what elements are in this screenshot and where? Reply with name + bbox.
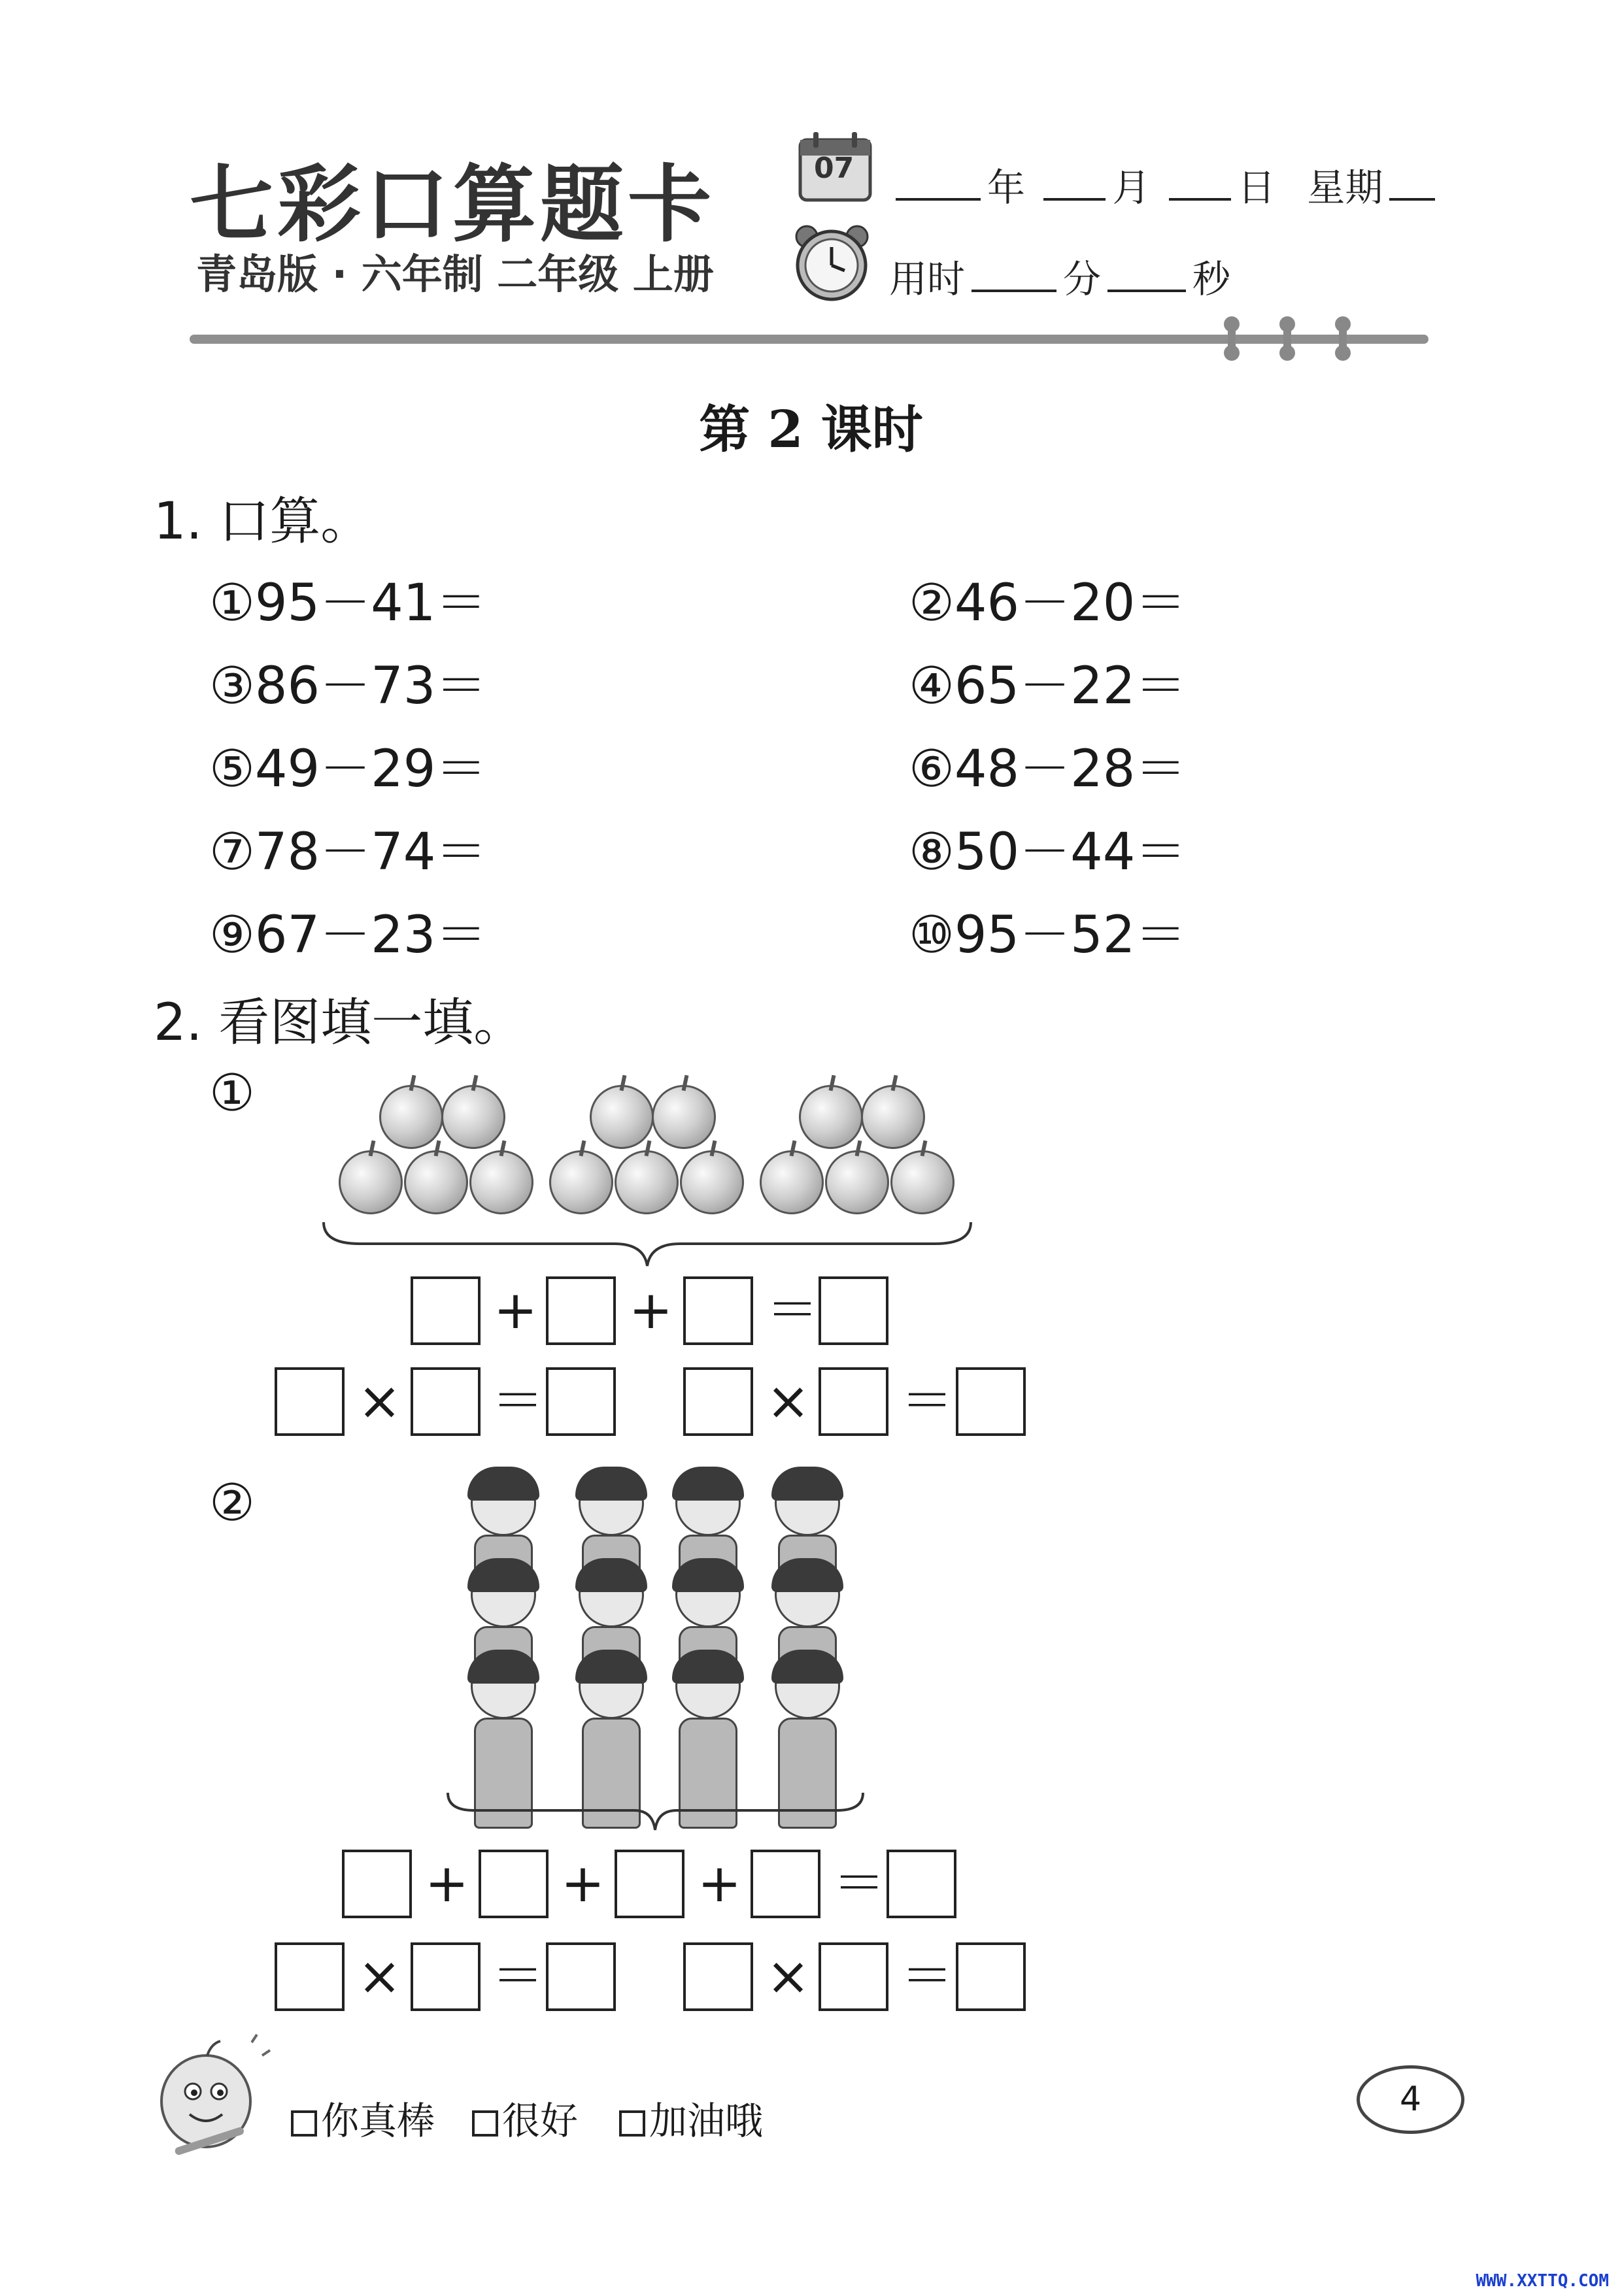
- apple-icon: [680, 1150, 744, 1214]
- lesson-title: 第 2 课时: [699, 400, 923, 459]
- equals-sign: ＝: [492, 1946, 544, 2006]
- month-blank[interactable]: [1043, 164, 1106, 201]
- apple-icon: [615, 1150, 679, 1214]
- apple-icon: [404, 1150, 468, 1214]
- answer-box[interactable]: [546, 1276, 616, 1345]
- apple-icon: [339, 1150, 403, 1214]
- year-label: 年: [987, 165, 1026, 210]
- seconds-blank[interactable]: [1107, 256, 1186, 292]
- equals-sign: ＝: [766, 1280, 819, 1340]
- apple-icon: [890, 1150, 955, 1214]
- rating-label: 你真棒: [321, 2099, 435, 2143]
- rating-label: 加油哦: [649, 2099, 764, 2143]
- alarm-clock-icon: [791, 222, 873, 304]
- equals-sign: ＝: [901, 1371, 953, 1431]
- answer-box[interactable]: [342, 1850, 412, 1918]
- apple-icon: [652, 1085, 716, 1149]
- times-sign: ×: [358, 1946, 402, 2006]
- edition-subtitle: 青岛版 · 六年制 二年级 上册: [196, 250, 714, 298]
- rating-option[interactable]: [291, 2090, 435, 2145]
- apple-icon: [799, 1085, 863, 1149]
- answer-box[interactable]: [819, 1367, 888, 1436]
- curly-brace: [445, 1789, 866, 1835]
- apple-icon: [441, 1085, 505, 1149]
- equals-sign: ＝: [901, 1946, 953, 2006]
- answer-box[interactable]: [887, 1850, 956, 1918]
- mental-math-item: ⑤49－29＝: [209, 740, 487, 799]
- answer-box[interactable]: [275, 1942, 345, 2011]
- plus-sign: +: [494, 1280, 538, 1340]
- answer-box[interactable]: [956, 1942, 1026, 2011]
- times-sign: ×: [766, 1946, 811, 2006]
- answer-box[interactable]: [546, 1367, 616, 1436]
- answer-box[interactable]: [479, 1850, 549, 1918]
- mental-math-item: ②46－20＝: [909, 574, 1187, 633]
- month-label: 月: [1112, 165, 1151, 210]
- times-sign: ×: [358, 1371, 402, 1431]
- answer-box[interactable]: [683, 1942, 753, 2011]
- mental-math-item: ①95－41＝: [209, 574, 487, 633]
- plus-sign: +: [629, 1280, 673, 1340]
- calendar-day-text: 07: [814, 152, 854, 185]
- answer-box[interactable]: [411, 1942, 481, 2011]
- apple-icon: [469, 1150, 533, 1214]
- answer-box[interactable]: [819, 1942, 888, 2011]
- apple-icon: [861, 1085, 925, 1149]
- header-divider: [190, 335, 1428, 344]
- checkbox[interactable]: [472, 2110, 498, 2137]
- time-used-line: [889, 248, 1230, 303]
- subquestion-1-label: ①: [209, 1064, 255, 1123]
- mental-math-item: ⑧50－44＝: [909, 823, 1187, 882]
- seconds-label: 秒: [1192, 257, 1231, 301]
- plus-sign: +: [698, 1853, 742, 1914]
- time-used-label: 用时: [889, 257, 966, 301]
- source-url[interactable]: WWW.XXTTQ.COM: [1476, 2271, 1609, 2291]
- binder-pin: [1228, 319, 1236, 358]
- day-label: 日: [1237, 165, 1276, 210]
- day-blank[interactable]: [1169, 164, 1231, 201]
- year-blank[interactable]: [896, 164, 981, 201]
- equals-sign: ＝: [833, 1853, 885, 1914]
- apple-icon: [590, 1085, 654, 1149]
- rating-option[interactable]: [472, 2090, 578, 2145]
- binder-pin: [1339, 319, 1347, 358]
- apple-icon: [825, 1150, 889, 1214]
- answer-box[interactable]: [546, 1942, 616, 2011]
- apple-icon: [549, 1150, 613, 1214]
- mental-math-item: ⑨67－23＝: [209, 906, 487, 965]
- binder-pin: [1283, 319, 1291, 358]
- answer-box[interactable]: [683, 1367, 753, 1436]
- question-1-title: 1. 口算。: [154, 492, 372, 551]
- answer-box[interactable]: [411, 1367, 481, 1436]
- mental-math-item: ③86－73＝: [209, 657, 487, 716]
- mental-math-item: ④65－22＝: [909, 657, 1187, 716]
- date-line: [889, 157, 1442, 212]
- checkbox[interactable]: [619, 2110, 645, 2137]
- times-sign: ×: [766, 1371, 811, 1431]
- mental-math-item: ⑥48－28＝: [909, 740, 1187, 799]
- rating-label: 很好: [502, 2099, 579, 2143]
- answer-box[interactable]: [275, 1367, 345, 1436]
- weekday-blank[interactable]: [1389, 164, 1435, 201]
- question-2-title: 2. 看图填一填。: [154, 993, 525, 1052]
- equals-sign: ＝: [492, 1371, 544, 1431]
- answer-box[interactable]: [615, 1850, 684, 1918]
- minutes-blank[interactable]: [972, 256, 1056, 292]
- brand-title: 七彩口算题卡: [190, 156, 716, 254]
- apple-icon: [760, 1150, 824, 1214]
- plus-sign: +: [561, 1853, 605, 1914]
- answer-box[interactable]: [683, 1276, 753, 1345]
- plus-sign: +: [425, 1853, 469, 1914]
- answer-box[interactable]: [956, 1367, 1026, 1436]
- mascot-icon: [147, 2029, 278, 2160]
- curly-brace: [320, 1219, 974, 1271]
- answer-box[interactable]: [819, 1276, 888, 1345]
- minutes-label: 分: [1063, 257, 1102, 301]
- subquestion-2-label: ②: [209, 1474, 255, 1533]
- weekday-label: 星期: [1307, 165, 1383, 210]
- mental-math-item: ⑩95－52＝: [909, 906, 1187, 965]
- checkbox[interactable]: [291, 2110, 317, 2137]
- mental-math-item: ⑦78－74＝: [209, 823, 487, 882]
- page-number: 4: [1357, 2065, 1464, 2134]
- answer-box[interactable]: [751, 1850, 820, 1918]
- rating-option[interactable]: [619, 2090, 763, 2145]
- apple-icon: [379, 1085, 443, 1149]
- answer-box[interactable]: [411, 1276, 481, 1345]
